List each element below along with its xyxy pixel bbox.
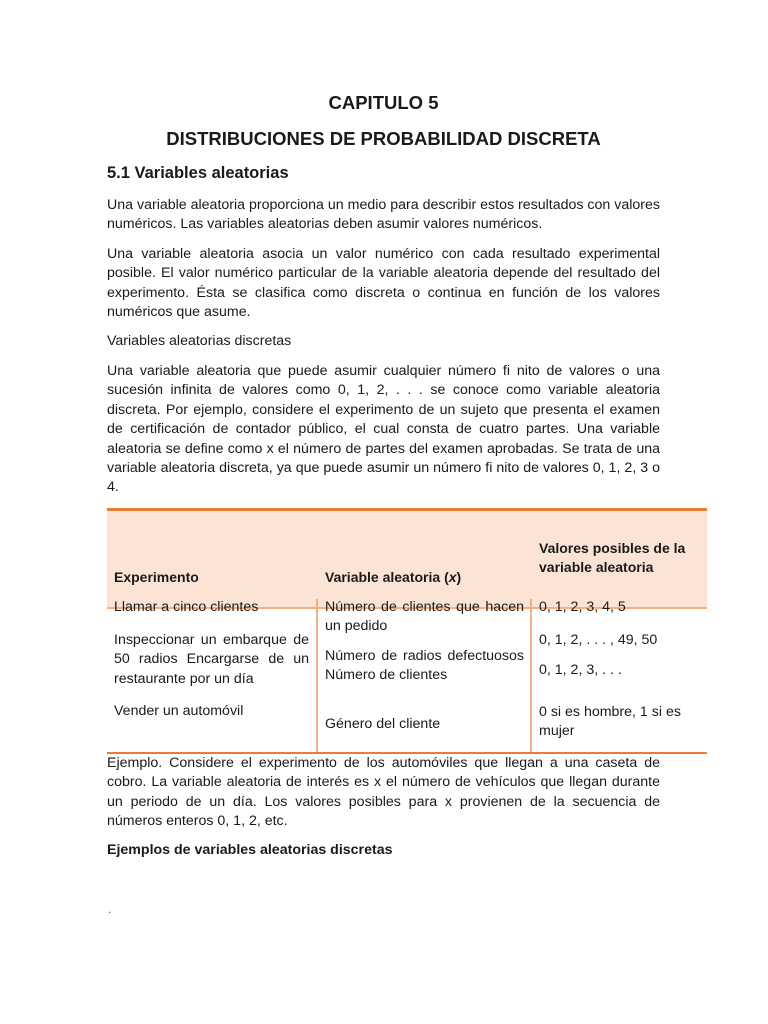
examples-heading: Ejemplos de variables aleatorias discretas xyxy=(107,842,393,858)
table-column-divider xyxy=(316,599,318,752)
experiment-cell: Inspeccionar un embarque de 50 radios Encargarse de un restaurante por un día xyxy=(114,632,309,687)
variable-cell: Número de clientes que hacen un pedido xyxy=(325,599,524,635)
paragraph-definition: Una variable aleatoria asocia un valor numérico con cada resultado experimental posible. El valor numérico particular de la variable aleatoria depende del resultado del experimento. Ésta se clasifica como discreta o continua en función de los valores numéricos que asume. xyxy=(107,246,660,321)
variable-cell: Número de radios defectuosos Número de clientes xyxy=(325,648,524,684)
paragraph-discrete: Una variable aleatoria que puede asumir cualquier número fi nito de valores o una sucesión infinita de valores como 0, 1, 2, . . . se conoce como variable aleatoria discreta. Por ejemplo, considere el experimento de un sujeto que presenta el examen de certificación de contador público, el cual consta de cuatro partes. Una variable aleatoria se define como x el número de partes del examen aprobadas. Se trata de una variable aleatoria discreta, ya que puede asumir un número fi nito de valores 0, 1, 2, 3 o 4. xyxy=(107,363,660,496)
paragraph-subheading: Variables aleatorias discretas xyxy=(107,333,292,349)
trailing-mark: . xyxy=(108,902,112,916)
header-values: Valores posibles de la variable aleatoria xyxy=(539,540,686,575)
values-cell: 0 si es hombre, 1 si es mujer xyxy=(539,704,681,740)
table-column-divider xyxy=(530,599,532,752)
values-cell: 0, 1, 2, 3, 4, 5 xyxy=(539,599,626,615)
section-heading: 5.1 Variables aleatorias xyxy=(107,164,289,182)
variable-cell: Género del cliente xyxy=(325,716,441,732)
paragraph-example: Ejemplo. Considere el experimento de los automóviles que llegan a una caseta de cobro. La variable aleatoria de interés es x el número de vehículos que llegan durante un periodo de un día. Los valores posibles para x provienen de la secuencia de números enteros 0, 1, 2, etc. xyxy=(107,755,660,830)
random-variables-table xyxy=(107,508,707,754)
variable-x-symbol: x xyxy=(448,569,457,585)
experiment-cell: Llamar a cinco clientes xyxy=(114,599,259,615)
values-cell: 0, 1, 2, . . . , 49, 50 xyxy=(539,632,658,648)
chapter-title: DISTRIBUCIONES DE PROBABILIDAD DISCRETA xyxy=(166,128,601,149)
chapter-number: CAPITULO 5 xyxy=(328,92,439,113)
values-cell: 0, 1, 2, 3, . . . xyxy=(539,662,622,678)
paragraph-intro: Una variable aleatoria proporciona un medio para describir estos resultados con valores numéricos. Las variables aleatorias deben asumir valores numéricos. xyxy=(107,197,660,233)
header-experiment: Experimento xyxy=(114,569,199,585)
experiment-cell: Vender un automóvil xyxy=(114,703,244,719)
header-variable: Variable aleatoria (x) xyxy=(325,569,462,585)
